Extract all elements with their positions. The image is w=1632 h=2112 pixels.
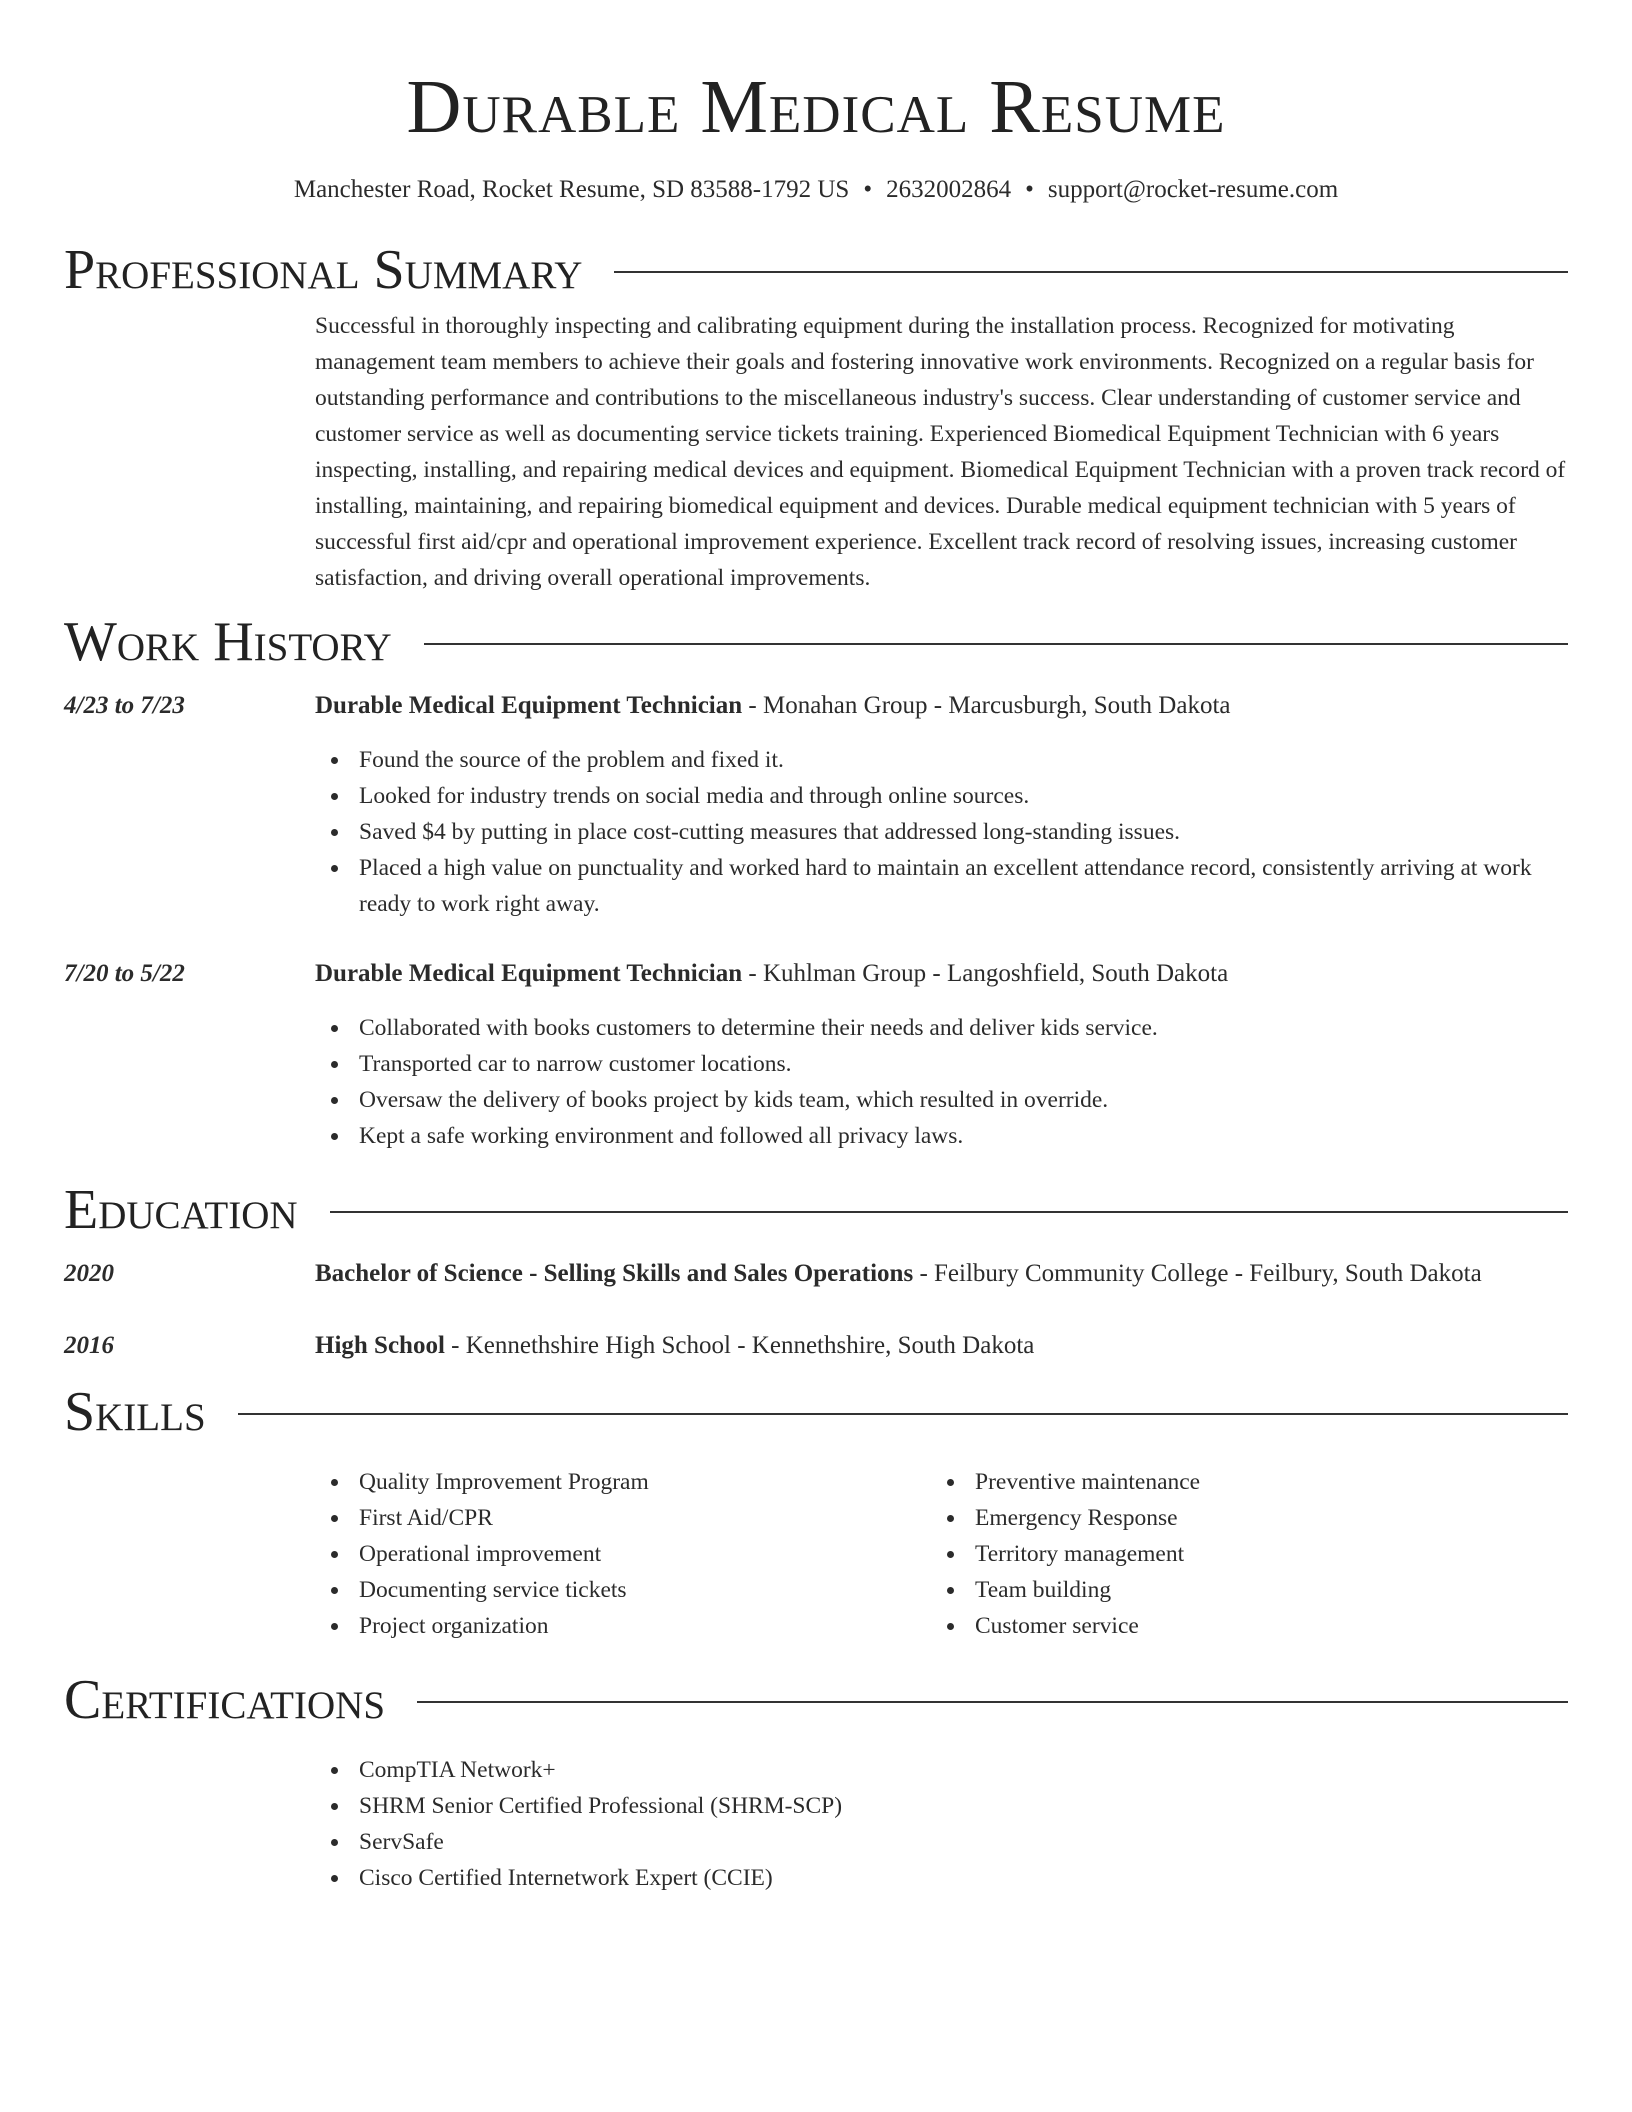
list-item: Found the source of the problem and fixed it. bbox=[315, 742, 1568, 778]
education-year: 2016 bbox=[64, 1332, 114, 1359]
section-divider bbox=[424, 643, 1568, 645]
education-entry bbox=[64, 1256, 1568, 1292]
education-degree: Bachelor of Science - Selling Skills and Sales Operations bbox=[315, 1260, 914, 1287]
contact-line bbox=[64, 174, 1568, 206]
contact-address: Manchester Road, Rocket Resume, SD 83588-1792 US bbox=[293, 176, 850, 203]
skill-item: Project organization bbox=[315, 1608, 931, 1644]
skills-section-header bbox=[64, 1380, 1568, 1444]
certifications-section-header bbox=[64, 1668, 1568, 1732]
list-item: Placed a high value on punctuality and worked hard to maintain an excellent attendance record, consistently arriving at work ready to work right away. bbox=[315, 850, 1568, 922]
job-bullets bbox=[315, 1010, 1568, 1154]
skill-item: Operational improvement bbox=[315, 1536, 931, 1572]
job-entry bbox=[64, 956, 1568, 1154]
list-item: Transported car to narrow customer locations. bbox=[315, 1046, 1568, 1082]
job-title: Durable Medical Equipment Technician bbox=[315, 692, 743, 719]
job-entry bbox=[64, 688, 1568, 922]
education-details: - Kennethshire High School - Kennethshire, South Dakota bbox=[444, 1332, 1035, 1359]
summary-heading: Professional Summary bbox=[64, 239, 583, 301]
job-title: Durable Medical Equipment Technician bbox=[315, 960, 743, 987]
skills-list bbox=[315, 1464, 1568, 1644]
education-entry bbox=[64, 1328, 1568, 1364]
certifications-list bbox=[315, 1752, 1568, 1896]
skills-heading: Skills bbox=[64, 1381, 206, 1443]
skill-item: First Aid/CPR bbox=[315, 1500, 931, 1536]
section-divider bbox=[330, 1211, 1568, 1213]
job-details: - Monahan Group - Marcusburgh, South Dakota bbox=[742, 692, 1231, 719]
work-section-header bbox=[64, 610, 1568, 674]
education-header bbox=[315, 1256, 1568, 1292]
skill-item: Quality Improvement Program bbox=[315, 1464, 931, 1500]
skill-item: Territory management bbox=[931, 1536, 1547, 1572]
job-header bbox=[315, 688, 1568, 724]
contact-email: support@rocket-resume.com bbox=[1047, 176, 1339, 203]
job-header bbox=[315, 956, 1568, 992]
list-item: Kept a safe working environment and followed all privacy laws. bbox=[315, 1118, 1568, 1154]
job-dates: 4/23 to 7/23 bbox=[64, 692, 185, 719]
education-year: 2020 bbox=[64, 1260, 114, 1287]
separator-dot: • bbox=[1025, 176, 1034, 203]
skills-column-right bbox=[931, 1464, 1547, 1644]
job-details: - Kuhlman Group - Langoshfield, South Dakota bbox=[742, 960, 1229, 987]
list-item: Looked for industry trends on social media and through online sources. bbox=[315, 778, 1568, 814]
certifications-heading: Certifications bbox=[64, 1669, 386, 1731]
contact-phone: 2632002864 bbox=[886, 176, 1012, 203]
summary-section-header bbox=[64, 238, 1568, 302]
certifications-list-wrap bbox=[315, 1752, 1568, 1896]
list-item: Saved $4 by putting in place cost-cutting measures that addressed long-standing issues. bbox=[315, 814, 1568, 850]
skill-item: Emergency Response bbox=[931, 1500, 1547, 1536]
education-degree: High School bbox=[315, 1332, 445, 1359]
skill-item: Team building bbox=[931, 1572, 1547, 1608]
education-section-header bbox=[64, 1178, 1568, 1242]
skill-item: Documenting service tickets bbox=[315, 1572, 931, 1608]
section-divider bbox=[614, 271, 1568, 273]
education-heading: Education bbox=[64, 1179, 298, 1241]
education-header bbox=[315, 1328, 1568, 1364]
resume-title: Durable Medical Resume bbox=[406, 65, 1226, 149]
list-item: Collaborated with books customers to determine their needs and deliver kids service. bbox=[315, 1010, 1568, 1046]
section-divider bbox=[417, 1701, 1568, 1703]
certification-item: ServSafe bbox=[315, 1824, 1568, 1860]
work-heading: Work History bbox=[64, 611, 392, 673]
certification-item: SHRM Senior Certified Professional (SHRM-SCP) bbox=[315, 1788, 1568, 1824]
skill-item: Customer service bbox=[931, 1608, 1547, 1644]
section-divider bbox=[238, 1413, 1568, 1415]
separator-dot: • bbox=[863, 176, 873, 203]
job-bullets bbox=[315, 742, 1568, 922]
certification-item: Cisco Certified Internetwork Expert (CCIE) bbox=[315, 1860, 1568, 1896]
list-item: Oversaw the delivery of books project by kids team, which resulted in override. bbox=[315, 1082, 1568, 1118]
resume-page bbox=[64, 0, 1568, 1896]
skills-column-left bbox=[315, 1464, 931, 1644]
summary-text: Successful in thoroughly inspecting and calibrating equipment during the installation process. Recognized for motivating management team members to achieve their goals and fostering innovative work environments. Recognized on a regular basis for outstanding performance and contributions to the miscellaneous industry's success. Clear understanding of customer service and customer service as well as documenting service tickets training. Experienced Biomedical Equipment Technician with 6 years inspecting, installing, and repairing medical devices and equipment. Biomedical Equipment Technician with a proven track record of installing, maintaining, and repairing biomedical equipment and devices. Durable medical equipment technician with 5 years of successful first aid/cpr and operational improvement experience. Excellent track record of resolving issues, increasing customer satisfaction, and driving overall operational improvements. bbox=[315, 313, 1566, 591]
education-details: - Feilbury Community College - Feilbury, South Dakota bbox=[913, 1260, 1482, 1287]
job-dates: 7/20 to 5/22 bbox=[64, 960, 185, 987]
certification-item: CompTIA Network+ bbox=[315, 1752, 1568, 1788]
skill-item: Preventive maintenance bbox=[931, 1464, 1547, 1500]
